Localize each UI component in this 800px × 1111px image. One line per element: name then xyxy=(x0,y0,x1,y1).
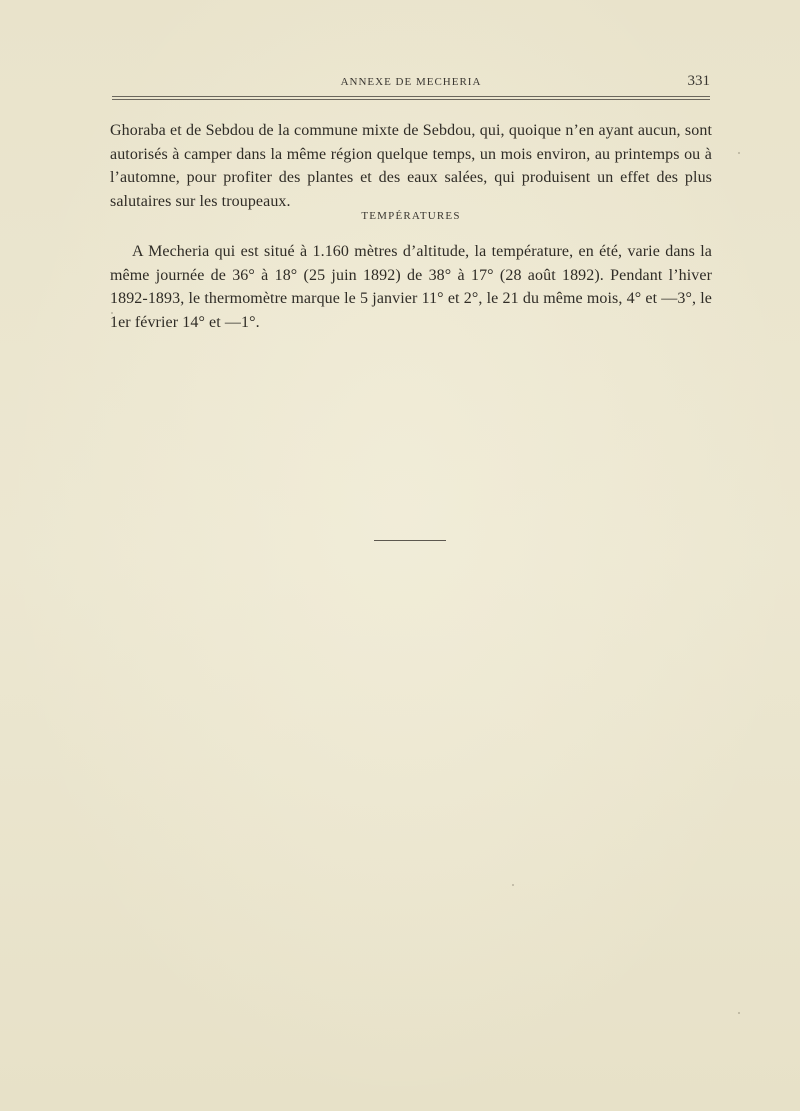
header-double-rule xyxy=(112,96,710,100)
paragraph-temperatures xyxy=(110,240,712,334)
running-head xyxy=(110,73,712,93)
paper-speck xyxy=(738,152,740,154)
section-heading-temperatures: TEMPÉRATURES xyxy=(361,210,461,222)
paper-speck xyxy=(738,1012,740,1014)
end-rule xyxy=(374,540,446,541)
page-number: 331 xyxy=(687,73,710,89)
paragraph-continuation: Ghoraba et de Sebdou de la commune mixte de Sebdou, qui, quoique n’en ayant aucun, sont autorisés à camper dans la même région quelque temps, un mois environ, au printemps ou à l’automne, pour profiter des plantes et des eaux salées, qui produisent un effet des plus salutaires sur les troupeaux. xyxy=(110,122,712,210)
paper-speck xyxy=(512,884,514,886)
paper-speck xyxy=(111,312,113,314)
paragraph-temperatures-text: A Mecheria qui est situé à 1.160 mètres d’altitude, la température, en été, varie dans la même journée de 36° à 18° (25 juin 1892) de 38° à 17° (28 août 1892). Pendant l’hiver 1892-1893, le thermomètre marque le 5 janvier 11° et 2°, le 21 du même mois, 4° et —3°, le 1er février 14° et —1°. xyxy=(110,243,712,331)
running-title: ANNEXE DE MECHERIA xyxy=(340,76,482,88)
